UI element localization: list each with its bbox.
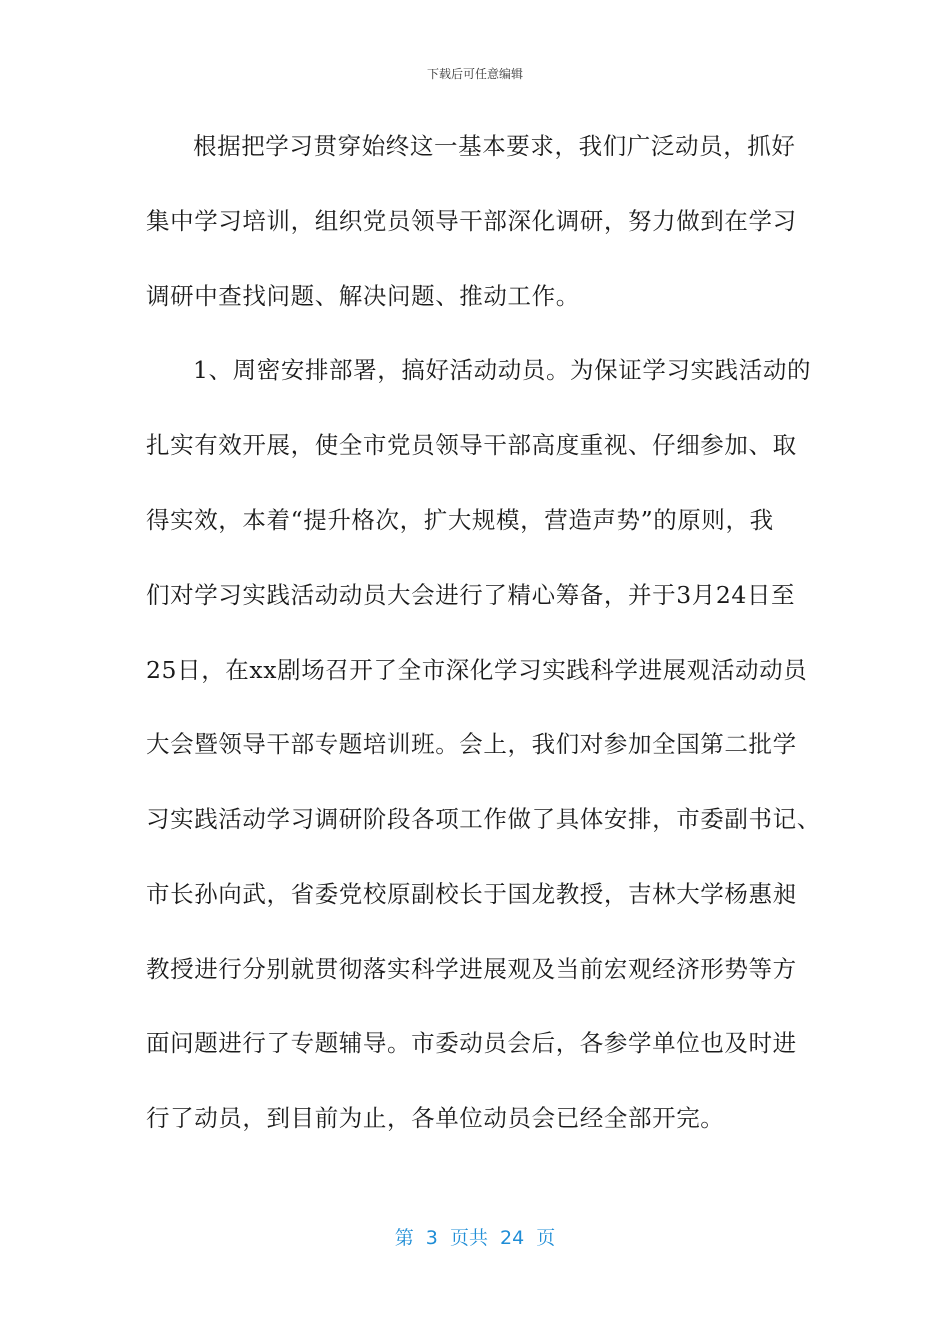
paragraph-line: 根据把学习贯穿始终这一基本要求，我们广泛动员，抓好 <box>193 132 796 160</box>
paragraph-line: 市长孙向武，省委党校原副校长于国龙教授，吉林大学杨惠昶 <box>146 880 797 908</box>
paragraph-line: 集中学习培训，组织党员领导干部深化调研，努力做到在学习 <box>146 207 797 235</box>
page-number-footer: 第 3 页共 24 页 <box>394 1227 556 1249</box>
paragraph-line: 教授进行分别就贯彻落实科学进展观及当前宏观经济形势等方 <box>146 955 797 983</box>
paragraph-line: 得实效，本着“提升格次，扩大规模，营造声势”的原则，我 <box>146 506 774 534</box>
paragraph-line: 1、周密安排部署，搞好活动动员。为保证学习实践活动的 <box>193 356 812 384</box>
paragraph-line: 扎实有效开展，使全市党员领导干部高度重视、仔细参加、取 <box>146 431 797 459</box>
paragraph-line: 行了动员，到目前为止，各单位动员会已经全部开完。 <box>146 1104 725 1132</box>
paragraph-line: 习实践活动学习调研阶段各项工作做了具体安排，市委副书记、 <box>146 805 821 833</box>
paragraph-line: 25日，在xx剧场召开了全市深化学习实践科学进展观活动动员 <box>146 656 808 684</box>
paragraph-line: 调研中查找问题、解决问题、推动工作。 <box>146 282 580 310</box>
paragraph-line: 面问题进行了专题辅导。市委动员会后，各参学单位也及时进 <box>146 1029 797 1057</box>
page-header-note: 下载后可任意编辑 <box>426 67 523 81</box>
paragraph-line: 们对学习实践活动动员大会进行了精心筹备，并于3月24日至 <box>146 581 796 609</box>
paragraph-line: 大会暨领导干部专题培训班。会上，我们对参加全国第二批学 <box>146 730 797 758</box>
